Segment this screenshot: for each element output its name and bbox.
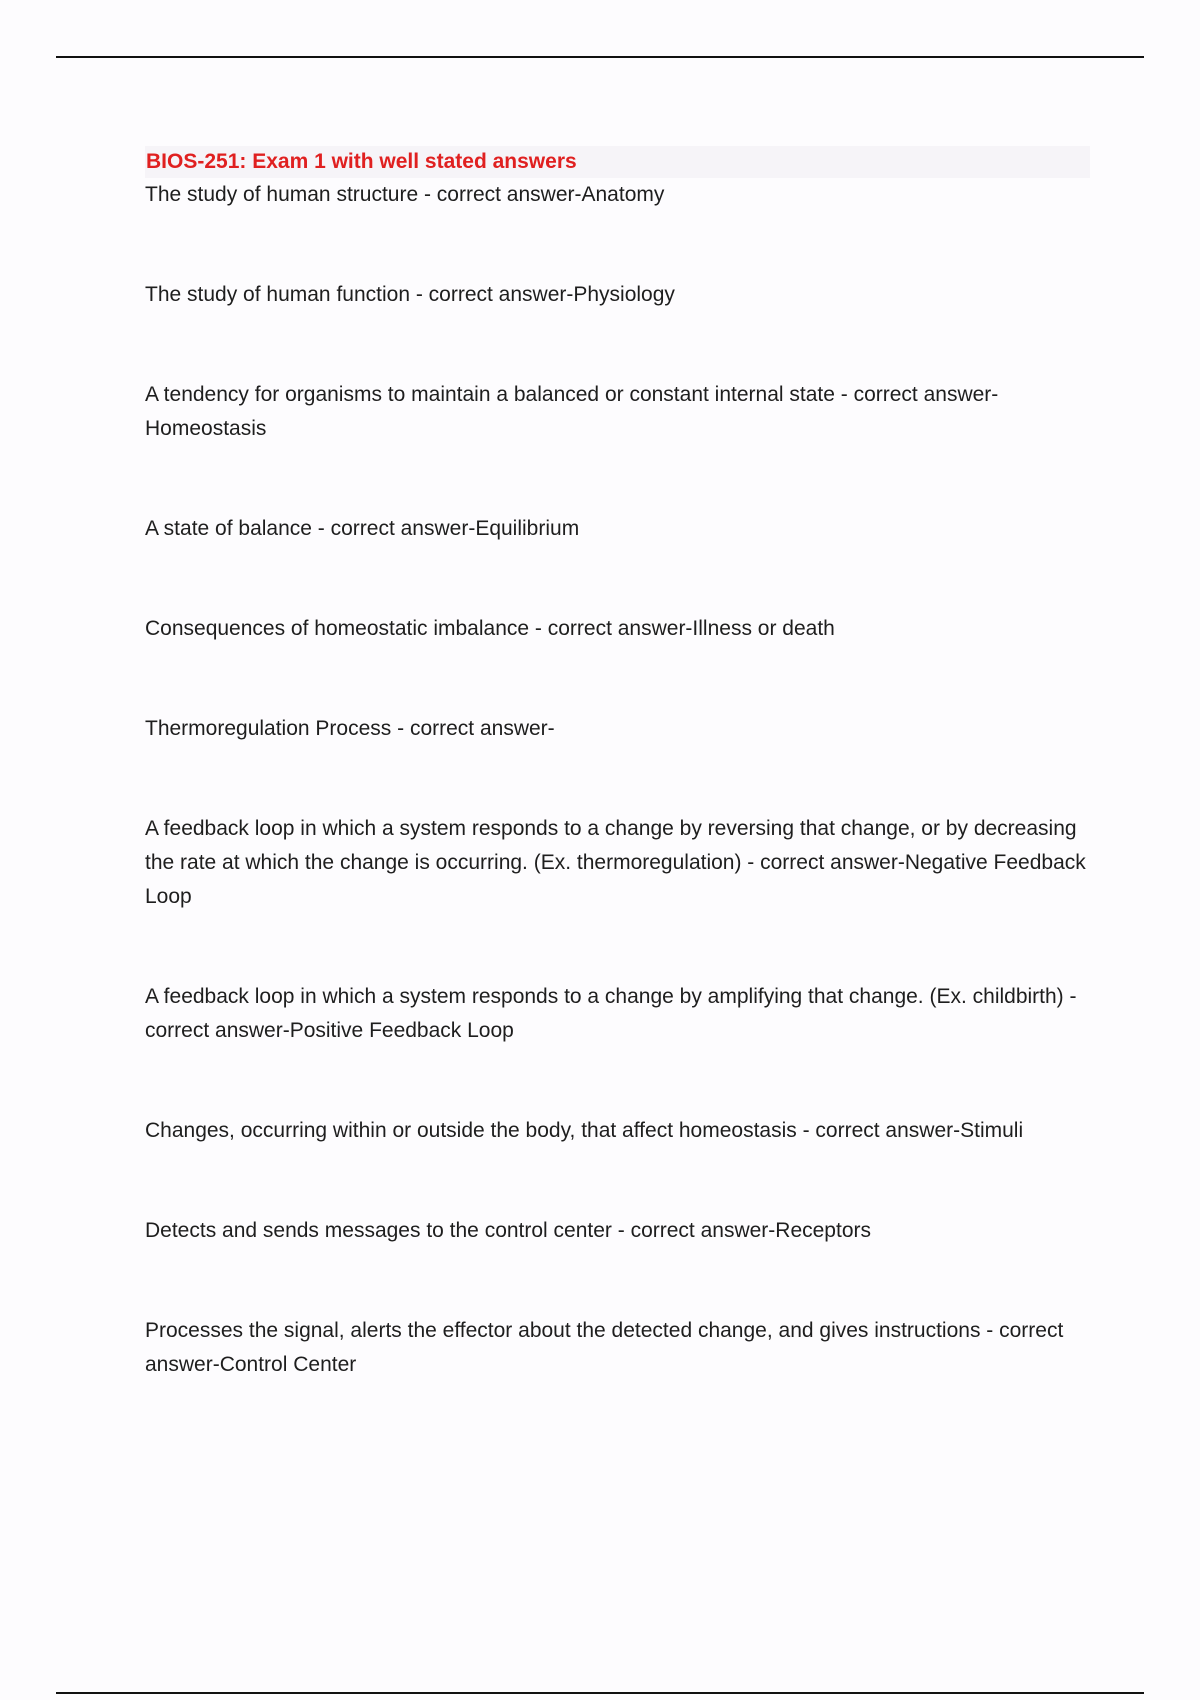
qa-item-3: A tendency for organisms to maintain a balanced or constant internal state - correct answer-Homeostasis — [145, 383, 999, 440]
qa-item-4: A state of balance - correct answer-Equilibrium — [145, 517, 580, 540]
qa-item-6: Thermoregulation Process - correct answer- — [145, 717, 555, 740]
qa-item-2: The study of human function - correct answer-Physiology — [145, 283, 675, 306]
header-rule — [56, 56, 1144, 58]
qa-item-5: Consequences of homeostatic imbalance - correct answer-Illness or death — [145, 617, 835, 640]
document-body — [145, 146, 1090, 1382]
qa-item-11: Processes the signal, alerts the effector about the detected change, and gives instructions - correct answer-Control Center — [145, 1319, 1064, 1376]
qa-item-8: A feedback loop in which a system responds to a change by amplifying that change. (Ex. childbirth) - correct answer-Positive Feedback Loop — [145, 985, 1077, 1042]
qa-item-7: A feedback loop in which a system responds to a change by reversing that change, or by decreasing the rate at which the change is occurring. (Ex. thermoregulation) - correct answer-Negative Feedback Loop — [145, 817, 1086, 908]
qa-item-1: The study of human structure - correct answer-Anatomy — [145, 183, 665, 206]
qa-item-10: Detects and sends messages to the control center - correct answer-Receptors — [145, 1219, 871, 1242]
qa-item-9: Changes, occurring within or outside the body, that affect homeostasis - correct answer-Stimuli — [145, 1119, 1024, 1142]
footer-rule — [56, 1692, 1144, 1694]
document-title: BIOS-251: Exam 1 with well stated answers — [145, 146, 1090, 178]
